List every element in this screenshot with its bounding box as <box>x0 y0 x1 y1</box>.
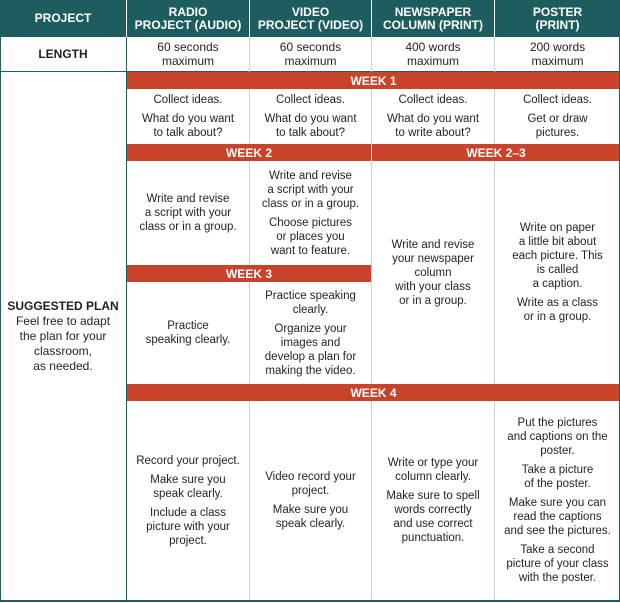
header-radio <box>127 0 249 37</box>
cell-text-line: What do you want <box>141 113 235 125</box>
cell-text-line: making the video. <box>265 364 356 377</box>
cell-paragraph <box>507 416 607 458</box>
cell-paragraph <box>262 169 359 211</box>
cell-text-line: a script with your <box>267 183 354 196</box>
table-bottom-border <box>0 600 620 602</box>
cell-w1-video <box>250 89 371 144</box>
cell-paragraph <box>150 473 225 501</box>
header-newspaper <box>372 0 494 37</box>
length-radio <box>127 37 249 71</box>
cell-text-line: speak clearly. <box>153 487 223 500</box>
cell-text-line: images and <box>280 336 341 349</box>
cell-text-line: Make sure you can <box>508 497 607 509</box>
cell-paragraph <box>265 289 356 317</box>
length-label-text: LENGTH <box>38 47 88 61</box>
week-2-3-band <box>372 144 620 161</box>
length-radio-line1: 60 seconds <box>157 40 219 54</box>
week-2-band <box>127 144 371 161</box>
week-3-label: WEEK 3 <box>225 266 272 281</box>
cell-paragraph <box>265 322 356 378</box>
cell-text-line: develop a plan for <box>264 350 357 363</box>
cell-paragraph <box>269 216 352 258</box>
week-4-band <box>127 384 620 401</box>
cell-text-line: Collect ideas. <box>275 94 346 106</box>
header-video-line2: PROJECT (VIDEO) <box>257 17 364 32</box>
cell-text-line: want to feature. <box>270 244 351 257</box>
week-2-3-label: WEEK 2–3 <box>466 145 526 160</box>
cell-text-line: a script with your <box>144 207 232 219</box>
cell-w3-radio <box>127 282 249 384</box>
cell-text-line: a little bit about <box>518 236 597 248</box>
column-divider <box>249 89 250 144</box>
cell-text-line: Write on paper <box>519 222 596 234</box>
cell-text-line: to talk about? <box>153 127 223 139</box>
column-divider <box>249 282 250 384</box>
cell-text-line: Choose pictures <box>268 216 353 229</box>
cell-text-line: What do you want <box>264 113 357 125</box>
cell-paragraph <box>522 463 594 491</box>
header-radio-line1: RADIO <box>168 4 208 19</box>
suggested-plan-title: SUGGESTED PLAN <box>7 298 119 313</box>
row-divider <box>0 71 620 72</box>
week-2-label: WEEK 2 <box>225 145 272 160</box>
header-video <box>250 0 371 37</box>
cell-w4-poster <box>495 401 620 600</box>
cell-text-line: Collect ideas. <box>522 94 593 106</box>
header-poster <box>495 0 620 37</box>
cell-text-line: Write or type your <box>387 457 479 469</box>
cell-w23-newspaper <box>372 161 494 384</box>
cell-text-line: Video record your <box>265 471 356 483</box>
cell-text-line: column clearly. <box>395 471 471 483</box>
cell-text-line: Write and revise <box>146 193 230 205</box>
cell-paragraph <box>276 93 345 107</box>
header-newspaper-line1: NEWSPAPER <box>394 4 472 19</box>
cell-text-line: is called <box>536 264 579 276</box>
cell-text-line: Practice speaking <box>265 289 356 302</box>
cell-w1-radio <box>127 89 249 144</box>
cell-w4-newspaper <box>372 401 494 600</box>
cell-paragraph <box>504 496 611 538</box>
cell-text-line: Get or draw <box>527 113 588 125</box>
length-newspaper-line2: maximum <box>406 54 459 68</box>
header-column-divider <box>371 0 372 37</box>
header-poster-line2: (PRINT) <box>535 17 580 32</box>
week-1-band <box>127 72 620 89</box>
column-divider <box>371 161 372 384</box>
cell-text-line: class or in a group. <box>139 221 237 233</box>
column-divider <box>494 37 495 72</box>
header-newspaper-line2: COLUMN (PRINT) <box>383 17 483 32</box>
table-left-border <box>0 37 1 602</box>
cell-paragraph <box>523 93 592 107</box>
cell-text-line: words correctly <box>394 504 472 516</box>
cell-paragraph <box>506 543 608 585</box>
cell-text-line: Organize your <box>274 322 347 335</box>
cell-text-line: Collect ideas. <box>398 94 468 106</box>
cell-text-line: What do you want <box>386 113 480 125</box>
cell-text-line: Include a class <box>149 506 227 519</box>
cell-text-line: column <box>414 266 452 279</box>
column-divider <box>371 37 372 72</box>
cell-text-line: Make sure to spell <box>386 490 480 502</box>
length-radio-line2: maximum <box>161 54 214 68</box>
cell-text-line: or in a group. <box>399 294 467 307</box>
cell-text-line: Collect ideas. <box>153 94 223 106</box>
cell-text-line: class or in a group. <box>261 197 360 210</box>
length-poster <box>495 37 620 71</box>
header-radio-line2: PROJECT (AUDIO) <box>134 17 242 32</box>
cell-paragraph <box>136 454 240 468</box>
cell-text-line: Put the pictures <box>517 417 598 429</box>
cell-w4-radio <box>127 401 249 600</box>
cell-paragraph <box>265 470 356 498</box>
cell-paragraph <box>398 93 467 107</box>
length-video <box>250 37 371 71</box>
cell-text-line: or in a group. <box>523 311 592 323</box>
header-column-divider <box>126 0 127 37</box>
cell-text-line: Record your project. <box>136 454 240 467</box>
week-1-label: WEEK 1 <box>350 73 397 88</box>
cell-text-line: project. <box>169 534 207 547</box>
cell-text-line: speaking clearly. <box>145 334 231 346</box>
cell-paragraph <box>146 319 231 347</box>
length-newspaper <box>372 37 494 71</box>
column-divider <box>249 161 250 265</box>
column-divider <box>494 401 495 600</box>
header-video-line1: VIDEO <box>291 4 330 19</box>
cell-text-line: to talk about? <box>275 127 346 139</box>
cell-text-line: to write about? <box>395 127 471 139</box>
column-divider <box>249 401 250 600</box>
cell-w3-video <box>250 282 371 384</box>
cell-text-line: pictures. <box>535 127 580 139</box>
header-column-divider <box>249 0 250 37</box>
cell-text-line: your newspaper <box>392 252 474 265</box>
cell-paragraph <box>139 192 236 234</box>
cell-text-line: poster. <box>540 445 575 457</box>
cell-paragraph <box>388 456 479 484</box>
column-divider <box>249 37 250 72</box>
cell-w2-radio <box>127 161 249 265</box>
cell-text-line: clearly. <box>292 303 329 316</box>
cell-text-line: and use correct <box>393 518 473 530</box>
header-project <box>0 0 126 37</box>
plan-note-line: classroom, <box>33 343 92 358</box>
cell-text-line: Take a second <box>520 544 595 556</box>
cell-paragraph <box>273 503 348 531</box>
length-newspaper-line1: 400 words <box>405 40 461 54</box>
cell-text-line: project. <box>291 485 330 497</box>
cell-text-line: of the poster. <box>524 478 591 490</box>
cell-text-line: Take a picture <box>521 464 594 476</box>
plan-note-line: Feel free to adapt <box>15 313 111 328</box>
cell-paragraph <box>512 221 603 291</box>
cell-w23-poster <box>495 161 620 384</box>
header-project-label: PROJECT <box>34 11 92 25</box>
cell-text-line: and see the pictures. <box>504 525 611 537</box>
cell-text-line: each picture. This <box>512 250 603 262</box>
week-4-label: WEEK 4 <box>350 385 397 400</box>
cell-text-line: Make sure you <box>272 504 349 516</box>
column-divider <box>494 161 495 384</box>
cell-text-line: read the captions <box>513 511 602 523</box>
cell-paragraph <box>392 238 475 308</box>
cell-text-line: a caption. <box>532 278 583 290</box>
cell-text-line: with the poster. <box>518 572 597 584</box>
cell-text-line: Write and revise <box>269 169 352 182</box>
cell-paragraph <box>387 112 479 140</box>
cell-paragraph <box>142 112 234 140</box>
cell-w4-video <box>250 401 371 600</box>
cell-w2-video <box>250 161 371 265</box>
cell-paragraph <box>386 489 479 545</box>
length-poster-line2: maximum <box>531 54 584 68</box>
cell-paragraph <box>527 112 587 140</box>
cell-text-line: and captions on the <box>507 431 608 443</box>
header-column-divider <box>494 0 495 37</box>
cell-text-line: Practice <box>167 320 209 332</box>
length-video-line2: maximum <box>284 54 337 68</box>
suggested-plan-cell <box>0 72 126 600</box>
length-label <box>0 37 126 71</box>
column-divider <box>371 401 372 600</box>
cell-text-line: picture with your <box>146 520 230 533</box>
plan-note-line: the plan for your <box>19 328 107 343</box>
cell-text-line: punctuation. <box>401 532 465 544</box>
cell-w1-poster <box>495 89 620 144</box>
cell-paragraph <box>153 93 222 107</box>
column-divider <box>371 89 372 144</box>
cell-paragraph <box>517 296 598 324</box>
week-3-band <box>127 265 371 282</box>
column-divider <box>494 89 495 144</box>
cell-text-line: picture of your class <box>506 558 609 570</box>
length-poster-line1: 200 words <box>529 40 586 54</box>
cell-w1-newspaper <box>372 89 494 144</box>
cell-text-line: or places you <box>276 230 345 243</box>
cell-text-line: Make sure you <box>150 473 226 486</box>
column-divider <box>126 37 127 602</box>
cell-text-line: Write and revise <box>391 238 475 251</box>
length-video-line1: 60 seconds <box>279 40 342 54</box>
cell-text-line: Write as a class <box>517 297 598 309</box>
plan-note-line: as needed. <box>33 358 93 373</box>
cell-paragraph <box>264 112 356 140</box>
cell-text-line: speak clearly. <box>275 518 346 530</box>
cell-paragraph <box>146 506 230 548</box>
header-poster-line1: POSTER <box>532 4 583 19</box>
cell-text-line: with your class <box>395 280 471 293</box>
